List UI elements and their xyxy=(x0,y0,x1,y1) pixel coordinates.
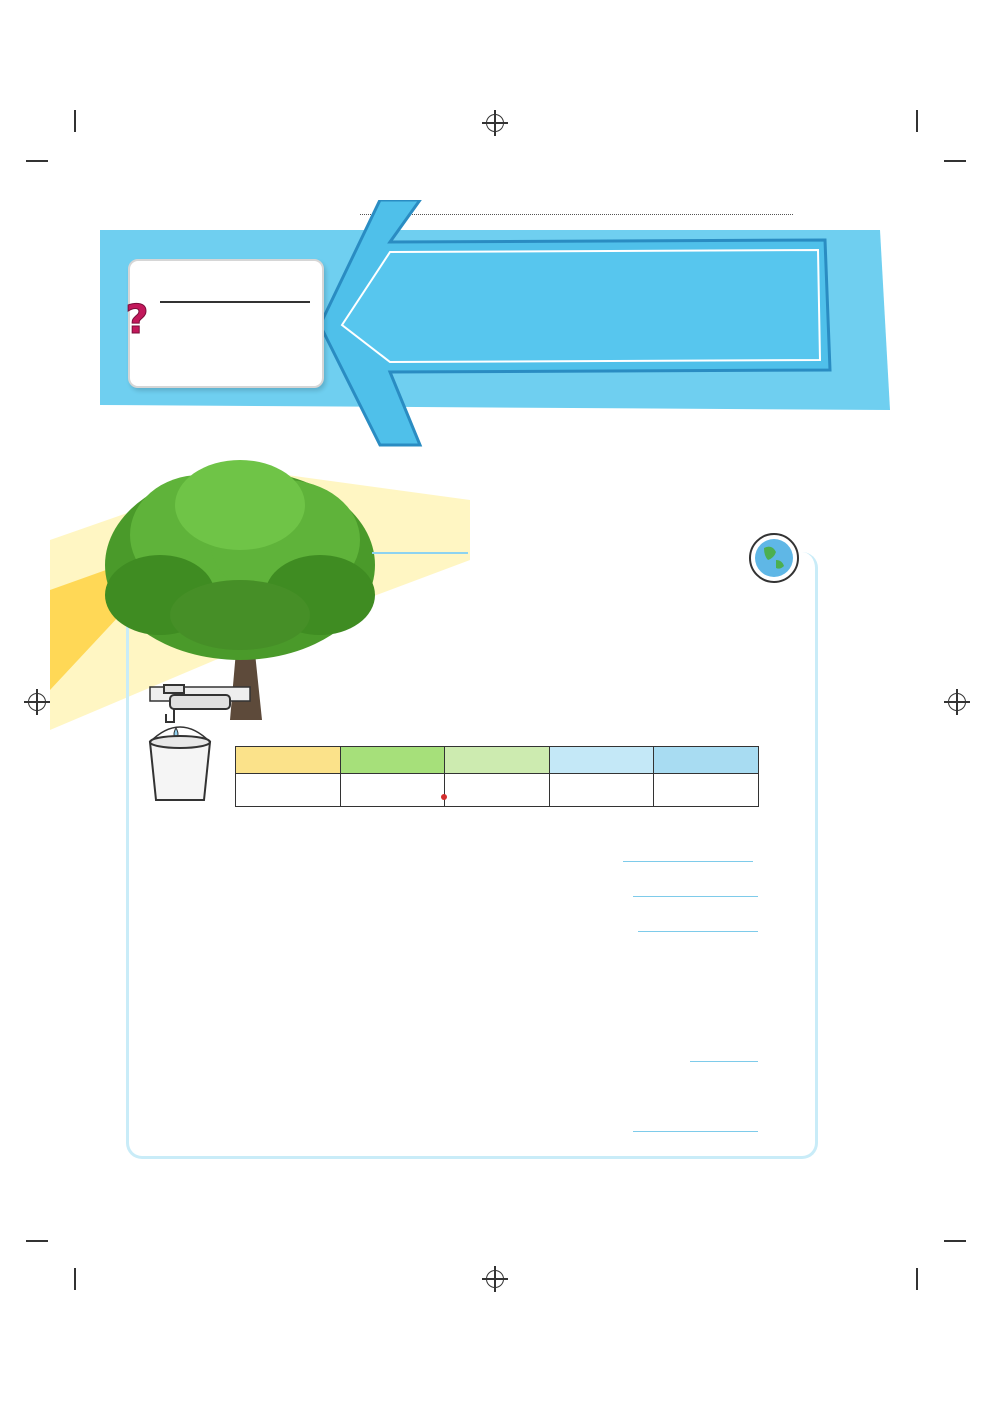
crop-mark xyxy=(26,160,48,162)
globe-icon xyxy=(746,530,802,586)
step-2-line1 xyxy=(380,847,757,862)
table-cell[interactable] xyxy=(549,774,654,807)
table-header xyxy=(654,747,759,774)
registration-mark-icon xyxy=(486,1270,504,1288)
question-mark-icon xyxy=(120,297,154,341)
table-cell[interactable] xyxy=(445,774,550,807)
crop-mark xyxy=(916,110,918,132)
place-value-table xyxy=(235,746,759,807)
table-cell[interactable] xyxy=(340,774,445,807)
decimal-point xyxy=(441,794,447,800)
crop-mark xyxy=(916,1268,918,1290)
crop-mark xyxy=(944,160,966,162)
svg-text:?: ? xyxy=(125,297,149,341)
table-cell[interactable] xyxy=(654,774,759,807)
table-header xyxy=(549,747,654,774)
table-cell[interactable] xyxy=(236,774,341,807)
step-2-line2-row xyxy=(330,882,762,897)
table-header xyxy=(445,747,550,774)
crop-mark xyxy=(944,1240,966,1242)
lesson-card xyxy=(125,259,324,388)
answer-blank[interactable] xyxy=(633,1131,758,1132)
answer-blank[interactable] xyxy=(638,931,758,932)
crop-mark xyxy=(26,1240,48,1242)
registration-mark-icon xyxy=(28,693,46,711)
registration-mark-icon xyxy=(486,114,504,132)
answer-blank[interactable] xyxy=(623,861,753,862)
registration-mark-icon xyxy=(948,693,966,711)
example2-step1-line1 xyxy=(270,1047,762,1062)
step-2-line3 xyxy=(420,917,762,932)
crop-mark xyxy=(74,1268,76,1290)
divider xyxy=(160,301,310,303)
table-header xyxy=(340,747,445,774)
answer-blank[interactable] xyxy=(690,1061,758,1062)
table-header xyxy=(236,747,341,774)
tap-bucket-illustration xyxy=(140,680,250,810)
section-rule xyxy=(372,552,468,554)
crop-mark xyxy=(74,110,76,132)
answer-blank[interactable] xyxy=(633,896,758,897)
example2-step2 xyxy=(400,1117,762,1132)
